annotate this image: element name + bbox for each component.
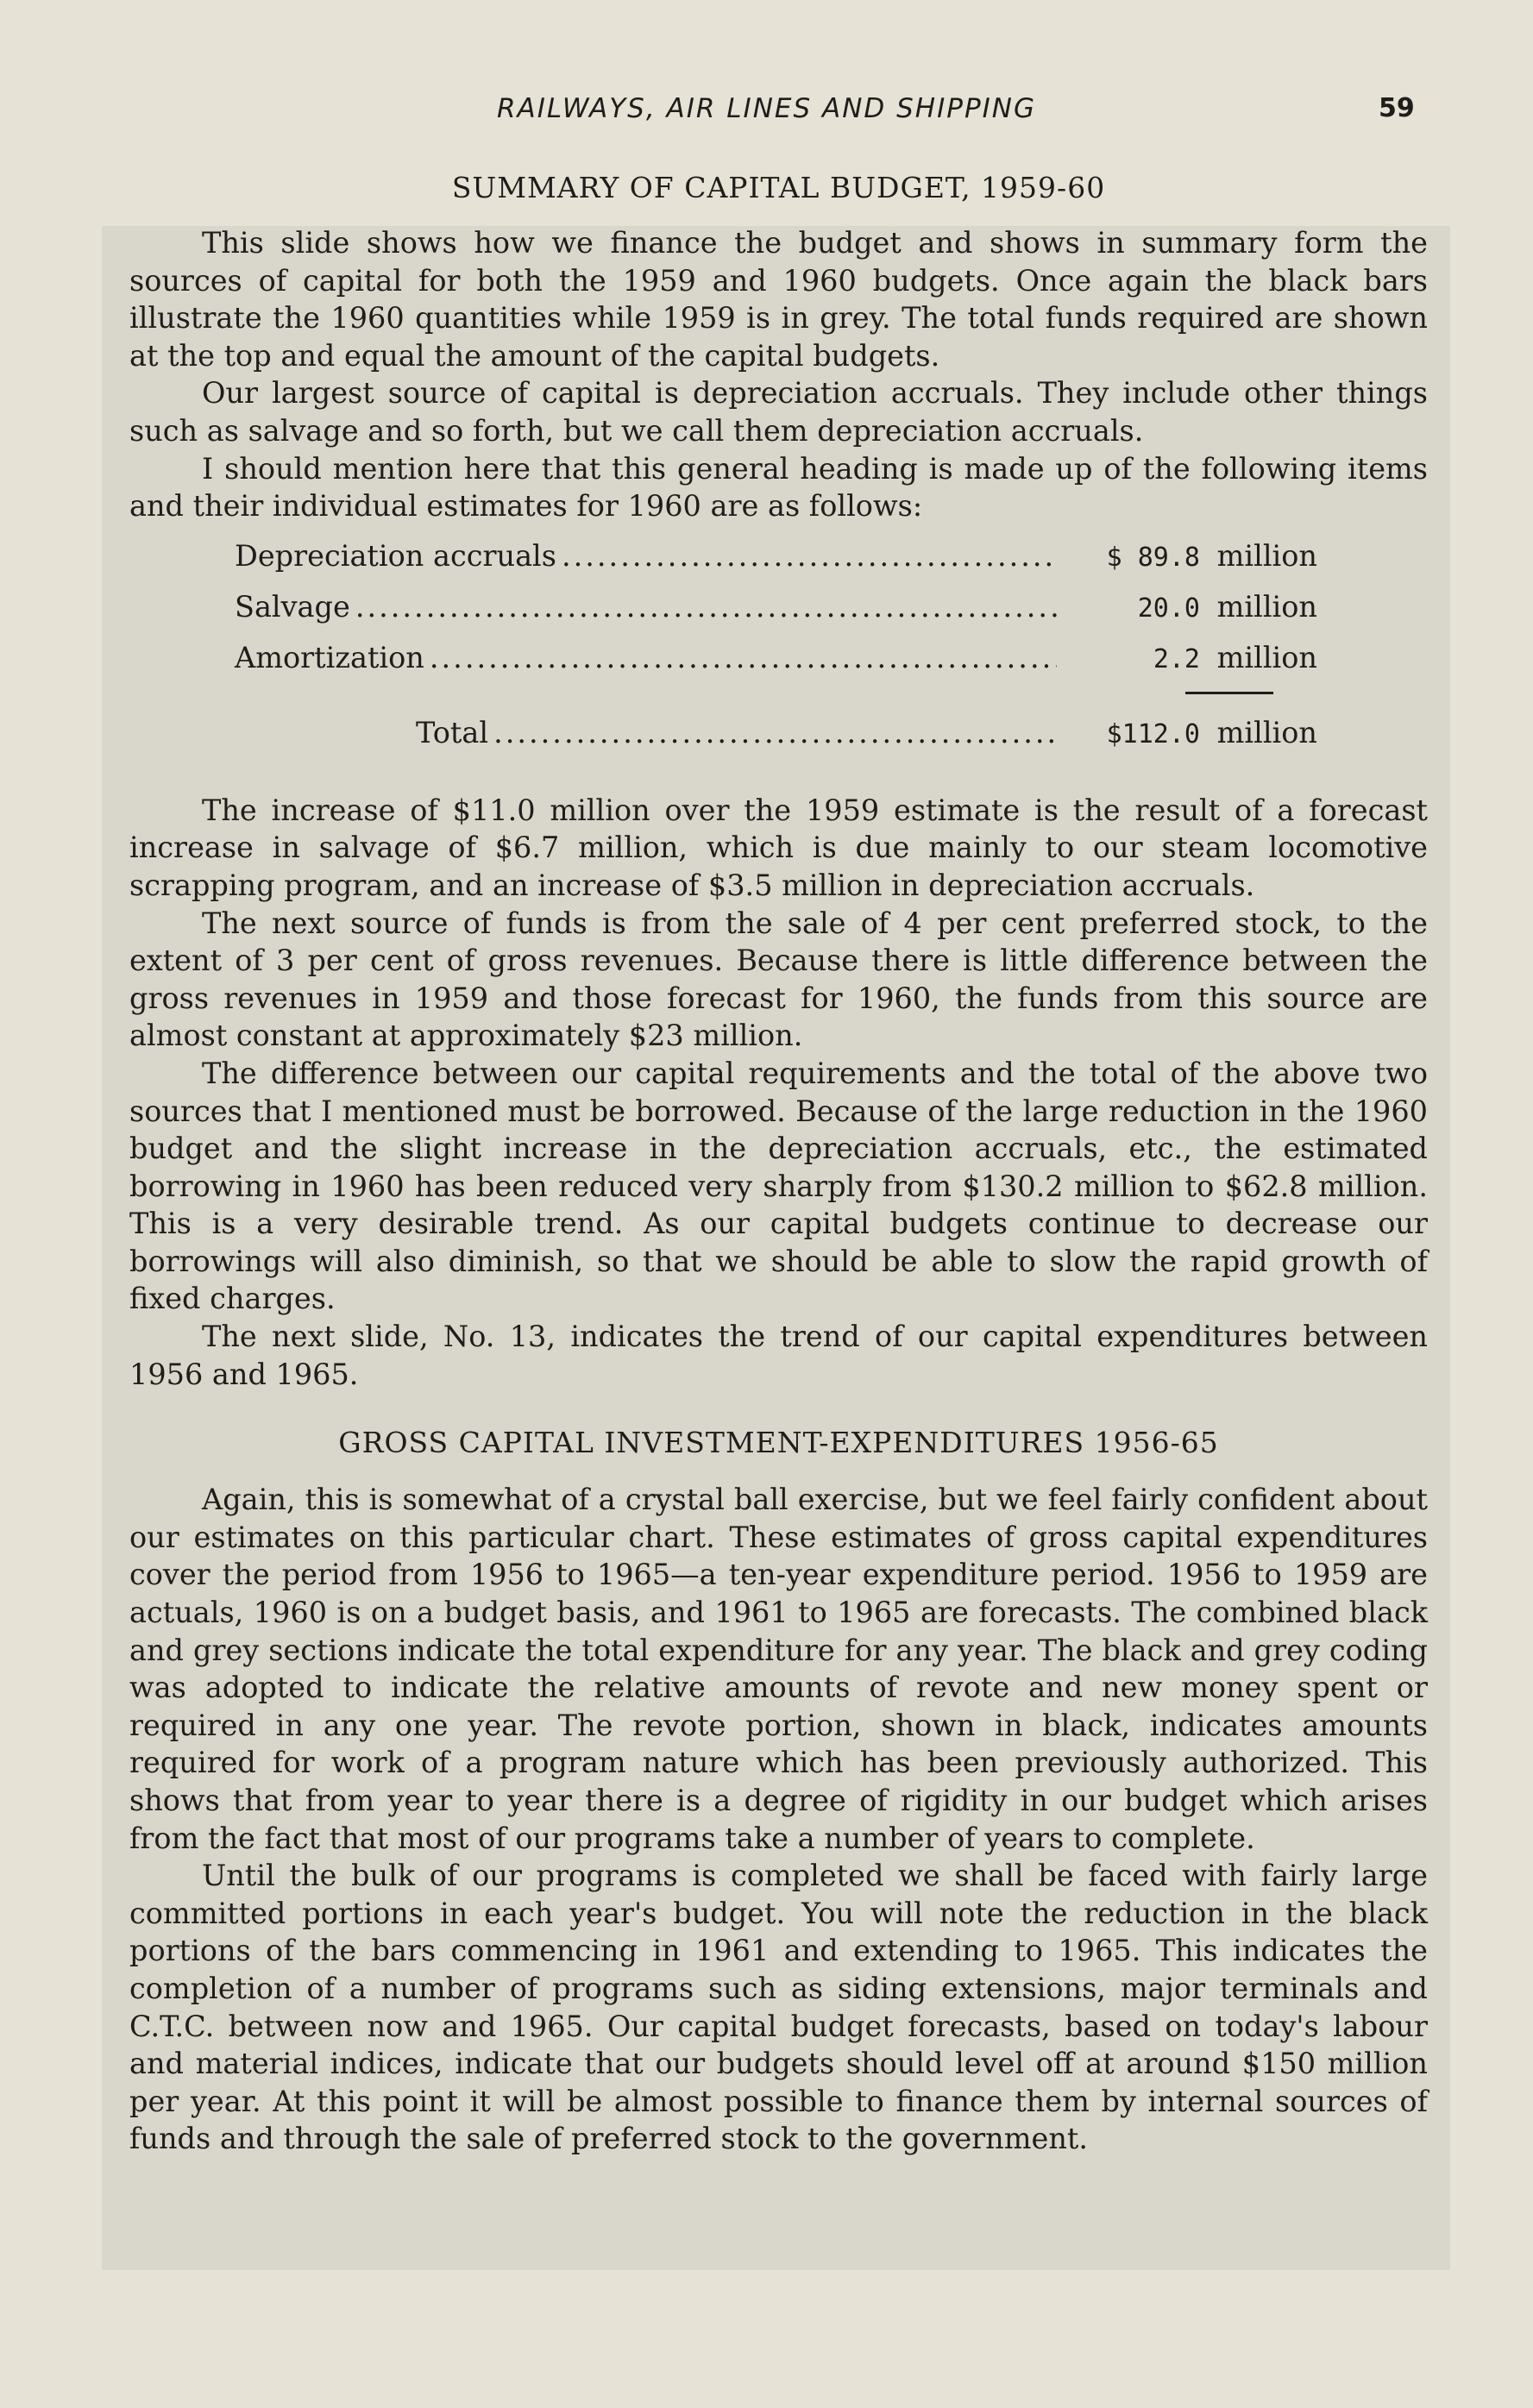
paragraph: The next slide, No. 13, indicates the trend of our capital expenditures between 1956 and 1965.: [129, 1320, 1428, 1391]
running-head: [0, 93, 1533, 131]
paragraph: I should mention here that this general heading is made up of the following items and their individual estimates for 1960 are as follows:: [129, 451, 1428, 524]
paragraph: The difference between our capital requirements and the total of the above two sources that I mentioned must be borrowed. Because of the large reduction in the 1960 budget and the slight increase in the depreciation accruals, etc., the estimated borrowing in 1960 has been reduced very sharply from $130.2 million to $62.8 million. This is a very desirable trend. As our capital budgets continue to decrease our borrowings will also diminish, so that we should be able to slow the rapid growth of fixed charges.: [129, 1056, 1428, 1316]
item-unit: million: [1216, 589, 1317, 624]
sum-rule-row: [235, 692, 1317, 700]
funding-items-list: [235, 539, 1317, 776]
paragraph: Again, this is somewhat of a crystal ball exercise, but we feel fairly confident about our estimates on this particular chart. These estimates of gross capital expenditures cover the period from 1956 to 1965—a ten-year expenditure period. 1956 to 1959 are actuals, 1960 is on a budget basis, and 1961 to 1965 are forecasts. The combined black and grey sections indicate the total expenditure for any year. The black and grey coding was adopted to indicate the relative amounts of revote and new money spent or required in any one year. The revote portion, shown in black, indicates amounts required for work of a program nature which has been previously authorized. This shows that from year to year there is a degree of rigidity in our budget which arises from the fact that most of our programs take a number of years to complete.: [129, 1483, 1428, 1855]
running-title: RAILWAYS, AIR LINES AND SHIPPING: [497, 93, 1036, 124]
paragraph: Our largest source of capital is depreciation accruals. They include other things such as salvage and so forth, but we call them depreciation accruals.: [129, 376, 1428, 448]
dot-leader: [355, 590, 1057, 624]
item-label: Amortization: [235, 640, 424, 674]
item-amount: 2.2: [1153, 643, 1200, 674]
page-number: 59: [1379, 93, 1415, 123]
article-body: [129, 169, 1428, 2158]
list-item: [235, 641, 1317, 692]
list-item: [235, 539, 1317, 590]
section-heading-gross-capital: GROSS CAPITAL INVESTMENT-EXPENDITURES 1956-65: [338, 1426, 1219, 1460]
item-amount: 20.0: [1137, 593, 1200, 624]
total-row: [416, 700, 1317, 776]
dot-leader: [430, 641, 1057, 674]
sum-rule: [1185, 692, 1273, 694]
paragraph: This slide shows how we finance the budget and shows in summary form the sources of capital for both the 1959 and 1960 budgets. Once again the black bars illustrate the 1960 quantities while 1959 is in grey. The total funds required are shown at the top and equal the amount of the capital budgets.: [129, 226, 1428, 373]
item-label: Depreciation accruals: [235, 538, 556, 573]
item-unit: million: [1216, 640, 1317, 674]
paragraph: The increase of $11.0 million over the 1959 estimate is the result of a forecast increase in salvage of $6.7 million, which is due mainly to our steam locomotive scrapping program, and an increase of $3.5 million in depreciation accruals.: [129, 793, 1428, 902]
list-item: [235, 590, 1317, 641]
section-heading-summary: SUMMARY OF CAPITAL BUDGET, 1959-60: [451, 171, 1106, 204]
item-amount: $ 89.8: [1106, 542, 1200, 573]
item-unit: million: [1216, 538, 1317, 573]
item-label: Salvage: [235, 589, 350, 624]
paragraph: Until the bulk of our programs is completed we shall be faced with fairly large committed portions in each year's budget. You will note the reduction in the black portions of the bars commencing in 1961 and extending to 1965. This indicates the completion of a number of programs such as siding extensions, major terminals and C.T.C. between now and 1965. Our capital budget forecasts, based on today's labour and material indices, indicate that our budgets should level off at around $150 million per year. At this point it will be almost possible to finance them by internal sources of funds and through the sale of preferred stock to the government.: [129, 1859, 1428, 2156]
dot-leader: [562, 539, 1057, 573]
dot-leader: [493, 716, 1057, 749]
total-unit: million: [1216, 715, 1317, 749]
total-label: Total: [416, 715, 489, 749]
paragraph: The next source of funds is from the sale of 4 per cent preferred stock, to the extent of 3 per cent of gross revenues. Because there is little difference between the gross revenues in 1959 and those forecast for 1960, the funds from this source are almost constant at approximately $23 million.: [129, 906, 1428, 1053]
total-amount: $112.0: [1106, 718, 1200, 749]
